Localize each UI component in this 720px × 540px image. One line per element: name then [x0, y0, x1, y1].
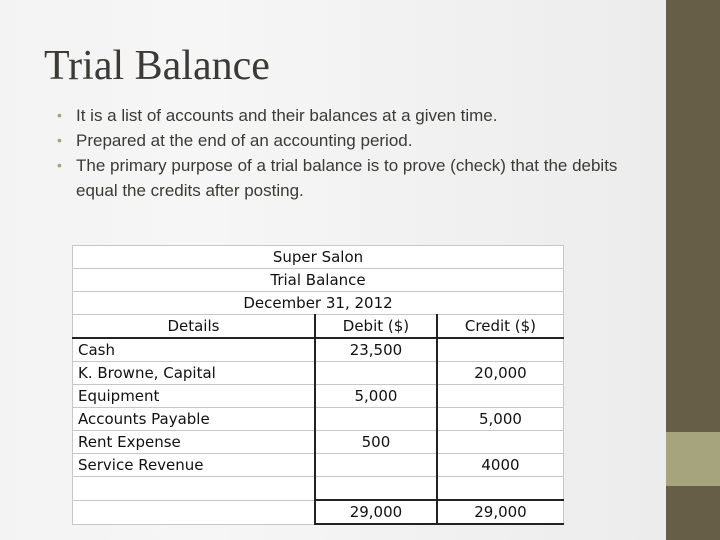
- debit-value: [315, 477, 437, 501]
- credit-total: 29,000: [437, 500, 564, 524]
- column-header-details: Details: [73, 315, 315, 339]
- account-name: Accounts Payable: [73, 408, 315, 431]
- bullet-dot-icon: •: [57, 132, 62, 148]
- account-name: Service Revenue: [73, 454, 315, 477]
- table-row: [73, 385, 564, 408]
- table-row: [73, 362, 564, 385]
- account-name: Equipment: [73, 385, 315, 408]
- bullet-text: It is a list of accounts and their balances at a given time.: [76, 106, 498, 125]
- table-row: [73, 477, 564, 501]
- bullet-item: [57, 128, 647, 153]
- debit-value: [315, 408, 437, 431]
- totals-row: [73, 500, 564, 524]
- credit-value: [437, 338, 564, 362]
- table-header-row: [73, 269, 564, 292]
- statement-name: Trial Balance: [73, 269, 564, 292]
- debit-value: 500: [315, 431, 437, 454]
- credit-value: 4000: [437, 454, 564, 477]
- table-row: [73, 338, 564, 362]
- bullet-list: [57, 103, 647, 203]
- totals-label: [73, 500, 315, 524]
- account-name: Rent Expense: [73, 431, 315, 454]
- bullet-text: Prepared at the end of an accounting period.: [76, 131, 413, 150]
- credit-value: 5,000: [437, 408, 564, 431]
- credit-value: [437, 385, 564, 408]
- table-header-row: [73, 292, 564, 315]
- bullet-dot-icon: •: [57, 157, 62, 173]
- debit-total: 29,000: [315, 500, 437, 524]
- credit-value: [437, 431, 564, 454]
- decorative-sidebar-accent: [666, 432, 720, 486]
- debit-value: 5,000: [315, 385, 437, 408]
- credit-value: 20,000: [437, 362, 564, 385]
- table-row: [73, 431, 564, 454]
- account-name: Cash: [73, 338, 315, 362]
- debit-value: [315, 362, 437, 385]
- bullet-text: The primary purpose of a trial balance is to prove (check) that the debits equal the credits after posting.: [76, 156, 618, 200]
- bullet-item: [57, 103, 647, 128]
- debit-value: [315, 454, 437, 477]
- credit-value: [437, 477, 564, 501]
- company-name: Super Salon: [73, 246, 564, 269]
- slide-title: Trial Balance: [44, 43, 270, 89]
- account-name: [73, 477, 315, 501]
- table-row: [73, 454, 564, 477]
- column-header-row: [73, 315, 564, 339]
- column-header-credit: Credit ($): [437, 315, 564, 339]
- trial-balance-table: [72, 245, 564, 525]
- table-row: [73, 408, 564, 431]
- trial-balance-image: [72, 245, 564, 525]
- debit-value: 23,500: [315, 338, 437, 362]
- bullet-dot-icon: •: [57, 107, 62, 123]
- column-header-debit: Debit ($): [315, 315, 437, 339]
- account-name: K. Browne, Capital: [73, 362, 315, 385]
- table-header-row: [73, 246, 564, 269]
- statement-date: December 31, 2012: [73, 292, 564, 315]
- bullet-item: [57, 153, 647, 203]
